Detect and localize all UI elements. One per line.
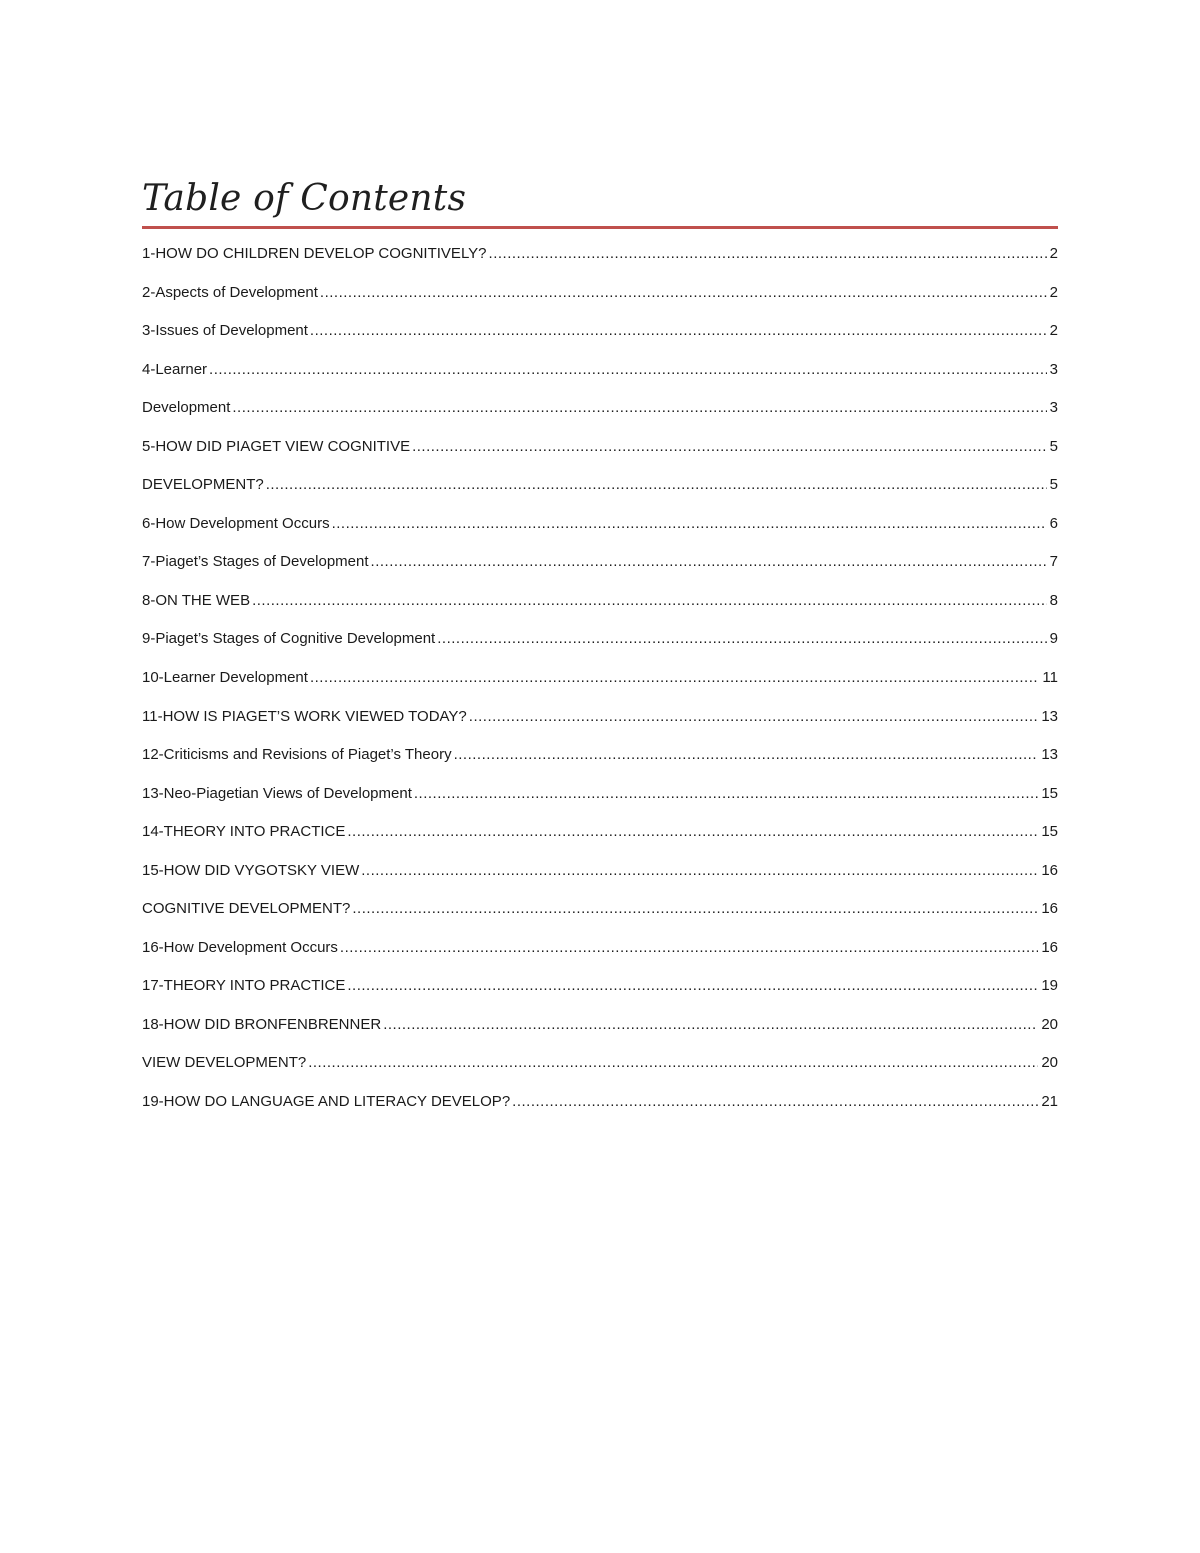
toc-entry[interactable] bbox=[142, 588, 1058, 627]
toc-entry-text: 8-ON THE WEB bbox=[142, 591, 251, 609]
toc-entry-text: 9-Piaget’s Stages of Cognitive Development bbox=[142, 630, 436, 648]
title-underline-divider bbox=[142, 226, 1058, 229]
toc-entry-text: 6-How Development Occurs bbox=[142, 514, 330, 532]
toc-dot-leader bbox=[437, 626, 1046, 652]
toc-entry-text: Development bbox=[142, 399, 231, 417]
toc-entry[interactable] bbox=[142, 819, 1058, 858]
toc-entry-text: 17-THEORY INTO PRACTICE bbox=[142, 977, 346, 995]
toc-page-number: 20 bbox=[1041, 1054, 1058, 1072]
toc-dot-leader bbox=[320, 280, 1047, 306]
toc-page-number: 16 bbox=[1041, 938, 1058, 956]
toc-entry-text: 11-HOW IS PIAGET’S WORK VIEWED TODAY? bbox=[142, 707, 467, 725]
toc-page-number: 8 bbox=[1049, 591, 1058, 609]
toc-entry-text: 1-HOW DO CHILDREN DEVELOP COGNITIVELY? bbox=[142, 245, 487, 262]
toc-entry[interactable] bbox=[142, 434, 1058, 473]
toc-dot-leader bbox=[371, 549, 1047, 575]
toc-dot-leader bbox=[332, 511, 1047, 537]
toc-page-number: 11 bbox=[1042, 669, 1058, 687]
toc-entry-list bbox=[142, 241, 1058, 1128]
toc-entry[interactable] bbox=[142, 935, 1058, 974]
toc-entry[interactable] bbox=[142, 626, 1058, 665]
toc-dot-leader bbox=[512, 1089, 1038, 1115]
toc-entry[interactable] bbox=[142, 511, 1058, 550]
toc-entry-text: 2-Aspects of Development bbox=[142, 283, 318, 301]
toc-entry[interactable] bbox=[142, 704, 1058, 743]
toc-dot-leader bbox=[347, 973, 1038, 999]
toc-dot-leader bbox=[454, 742, 1039, 768]
toc-dot-leader bbox=[489, 241, 1047, 267]
toc-dot-leader bbox=[340, 935, 1038, 961]
toc-dot-leader bbox=[414, 781, 1038, 807]
toc-entry[interactable] bbox=[142, 395, 1058, 434]
toc-page-number: 16 bbox=[1041, 861, 1058, 879]
toc-page-number: 9 bbox=[1049, 630, 1058, 648]
toc-dot-leader bbox=[361, 858, 1038, 884]
toc-entry-text: VIEW DEVELOPMENT? bbox=[142, 1054, 307, 1072]
toc-dot-leader bbox=[310, 665, 1039, 691]
toc-page-number: 5 bbox=[1049, 476, 1058, 494]
toc-entry-text: 19-HOW DO LANGUAGE AND LITERACY DEVELOP? bbox=[142, 1093, 511, 1111]
toc-dot-leader bbox=[209, 357, 1047, 383]
toc-page-number: 15 bbox=[1041, 784, 1058, 802]
toc-entry-text: 18-HOW DID BRONFENBRENNER bbox=[142, 1015, 382, 1033]
toc-page-number: 15 bbox=[1041, 823, 1058, 841]
toc-entry-text: 15-HOW DID VYGOTSKY VIEW bbox=[142, 861, 360, 879]
toc-page-number: 6 bbox=[1049, 514, 1058, 532]
toc-dot-leader bbox=[412, 434, 1047, 460]
toc-title: Table of Contents bbox=[142, 178, 467, 219]
toc-dot-leader bbox=[310, 318, 1047, 344]
toc-page-number: 2 bbox=[1049, 283, 1058, 301]
toc-dot-leader bbox=[308, 1050, 1038, 1076]
toc-page-number: 2 bbox=[1049, 245, 1058, 262]
toc-page-number: 21 bbox=[1041, 1093, 1058, 1111]
toc-entry[interactable] bbox=[142, 472, 1058, 511]
toc-dot-leader bbox=[383, 1012, 1038, 1038]
toc-page-number: 7 bbox=[1049, 553, 1058, 571]
toc-page-number: 3 bbox=[1049, 360, 1058, 378]
toc-entry[interactable] bbox=[142, 241, 1058, 280]
toc-entry[interactable] bbox=[142, 318, 1058, 357]
toc-dot-leader bbox=[347, 819, 1038, 845]
toc-dot-leader bbox=[352, 896, 1038, 922]
toc-dot-leader bbox=[266, 472, 1047, 498]
toc-entry[interactable] bbox=[142, 973, 1058, 1012]
toc-entry-text: COGNITIVE DEVELOPMENT? bbox=[142, 900, 351, 918]
toc-entry-text: 13-Neo-Piagetian Views of Development bbox=[142, 784, 412, 802]
toc-entry-text: 3-Issues of Development bbox=[142, 322, 308, 340]
toc-entry[interactable] bbox=[142, 1012, 1058, 1051]
toc-page-number: 13 bbox=[1041, 707, 1058, 725]
toc-dot-leader bbox=[469, 704, 1039, 730]
toc-entry[interactable] bbox=[142, 280, 1058, 319]
toc-entry-text: 4-Learner bbox=[142, 360, 208, 378]
toc-entry-text: 14-THEORY INTO PRACTICE bbox=[142, 823, 346, 841]
toc-entry-text: DEVELOPMENT? bbox=[142, 476, 264, 494]
toc-page-number: 16 bbox=[1041, 900, 1058, 918]
toc-dot-leader bbox=[232, 395, 1046, 421]
toc-entry-text: 10-Learner Development bbox=[142, 669, 308, 687]
toc-entry[interactable] bbox=[142, 665, 1058, 704]
toc-page-number: 20 bbox=[1041, 1015, 1058, 1033]
toc-entry[interactable] bbox=[142, 742, 1058, 781]
toc-entry-text: 16-How Development Occurs bbox=[142, 938, 338, 956]
toc-page-number: 5 bbox=[1049, 437, 1058, 455]
toc-page-number: 2 bbox=[1049, 322, 1058, 340]
toc-entry[interactable] bbox=[142, 357, 1058, 396]
toc-page-number: 13 bbox=[1041, 746, 1058, 764]
toc-entry-text: 12-Criticisms and Revisions of Piaget’s Theory bbox=[142, 746, 452, 764]
toc-page-number: 3 bbox=[1049, 399, 1058, 417]
toc-page-number: 19 bbox=[1041, 977, 1058, 995]
toc-entry[interactable] bbox=[142, 896, 1058, 935]
toc-entry-text: 7-Piaget’s Stages of Development bbox=[142, 553, 369, 571]
toc-entry-text: 5-HOW DID PIAGET VIEW COGNITIVE bbox=[142, 437, 411, 455]
toc-entry[interactable] bbox=[142, 1050, 1058, 1089]
toc-entry[interactable] bbox=[142, 549, 1058, 588]
toc-entry[interactable] bbox=[142, 858, 1058, 897]
toc-entry[interactable] bbox=[142, 781, 1058, 820]
toc-dot-leader bbox=[252, 588, 1047, 614]
toc-entry[interactable] bbox=[142, 1089, 1058, 1128]
